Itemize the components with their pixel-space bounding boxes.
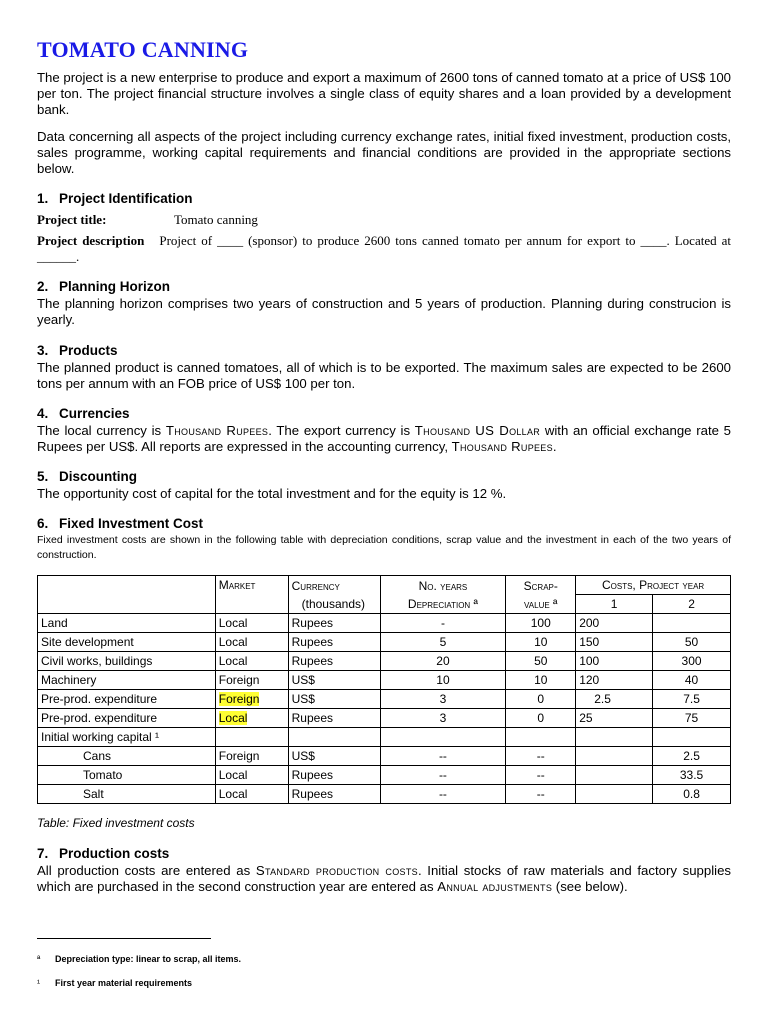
fixed-investment-intro: Fixed investment costs are shown in the following table with depreciation conditions, scrap value and the investment in each of the two years of construction. bbox=[37, 534, 731, 561]
cell-scrap: -- bbox=[506, 766, 576, 785]
project-description-row bbox=[37, 233, 731, 265]
cell-currency: US$ bbox=[288, 747, 380, 766]
cell-years: 20 bbox=[380, 652, 506, 671]
table-row bbox=[38, 728, 731, 747]
header-currency: Currency (thousands) bbox=[288, 576, 380, 614]
cell-currency: Rupees bbox=[288, 766, 380, 785]
cell-scrap: 10 bbox=[506, 633, 576, 652]
cell-years: 3 bbox=[380, 709, 506, 728]
cell-scrap bbox=[506, 728, 576, 747]
cell-market bbox=[215, 728, 288, 747]
cell-currency bbox=[288, 728, 380, 747]
fixed-investment-table bbox=[37, 575, 731, 804]
cell-years: -- bbox=[380, 785, 506, 804]
cell-years: -- bbox=[380, 747, 506, 766]
cell-years bbox=[380, 728, 506, 747]
cell-currency: US$ bbox=[288, 690, 380, 709]
cell-year-1: 120 bbox=[576, 671, 653, 690]
table-row bbox=[38, 747, 731, 766]
section-heading-currencies: 4. Currencies bbox=[37, 406, 130, 421]
header-year-1: 1 bbox=[576, 595, 653, 614]
project-title-value: Tomato canning bbox=[174, 212, 258, 227]
cell-item: Machinery bbox=[38, 671, 216, 690]
cell-currency: Rupees bbox=[288, 709, 380, 728]
cell-scrap: -- bbox=[506, 785, 576, 804]
intro-paragraph-1: The project is a new enterprise to produce and export a maximum of 2600 tons of canned tomato at a price of US$ 100 per ton. The project financial structure involves a single class of equity shares and a loan provided by a development bank. bbox=[37, 70, 731, 117]
cell-years: 5 bbox=[380, 633, 506, 652]
header-years: No. years Depreciation ª bbox=[380, 576, 506, 614]
cell-year-2: 50 bbox=[653, 633, 731, 652]
section-heading-planning: 2. Planning Horizon bbox=[37, 279, 170, 294]
cell-currency: Rupees bbox=[288, 633, 380, 652]
cell-scrap: 0 bbox=[506, 709, 576, 728]
table-row bbox=[38, 614, 731, 633]
cell-item: Pre-prod. expenditure bbox=[38, 690, 216, 709]
section-heading-fixed-investment: 6. Fixed Investment Cost bbox=[37, 516, 204, 531]
cell-market: Foreign bbox=[215, 747, 288, 766]
table-row bbox=[38, 652, 731, 671]
section-heading-discounting: 5. Discounting bbox=[37, 469, 137, 484]
header-costs: Costs, Project year bbox=[576, 576, 731, 595]
table-row bbox=[38, 709, 731, 728]
cell-year-1 bbox=[576, 785, 653, 804]
currencies-paragraph: The local currency is Thousand Rupees. The export currency is Thousand US Dollar with an official exchange rate 5 Rupees per US$. All reports are expressed in the accounting currency, Thousand Rupees. bbox=[37, 423, 732, 454]
table-header-row bbox=[38, 576, 731, 595]
cell-year-1: 150 bbox=[576, 633, 653, 652]
cell-years: -- bbox=[380, 766, 506, 785]
section-heading-products: 3. Products bbox=[37, 343, 118, 358]
project-description-value: Project of ____ (sponsor) to produce 2600 tons canned tomato per annum for export to ____. Located at ______. bbox=[37, 233, 731, 264]
header-year-2: 2 bbox=[653, 595, 731, 614]
cell-scrap: 0 bbox=[506, 690, 576, 709]
cell-item: Civil works, buildings bbox=[38, 652, 216, 671]
cell-year-2: 7.5 bbox=[653, 690, 731, 709]
planning-paragraph: The planning horizon comprises two years of construction and 5 years of production. Planning during construcion is yearly. bbox=[37, 296, 731, 327]
cell-item: Tomato bbox=[38, 766, 216, 785]
section-heading-production: 7. Production costs bbox=[37, 846, 170, 861]
cell-market: Local bbox=[215, 614, 288, 633]
section-heading-identification: 1. Project Identification bbox=[37, 191, 193, 206]
table-body bbox=[38, 614, 731, 804]
cell-scrap: 100 bbox=[506, 614, 576, 633]
project-description-label: Project description bbox=[37, 233, 145, 248]
footnote-separator bbox=[37, 938, 211, 939]
cell-market: Local bbox=[215, 766, 288, 785]
products-paragraph: The planned product is canned tomatoes, all of which is to be exported. The maximum sales are expected to be 2600 tons per annum with an FOB price of US$ 100 per ton. bbox=[37, 360, 731, 391]
project-title-row bbox=[37, 212, 731, 228]
table-row bbox=[38, 633, 731, 652]
cell-year-2: 75 bbox=[653, 709, 731, 728]
header-market: Market bbox=[215, 576, 288, 614]
cell-year-2: 33.5 bbox=[653, 766, 731, 785]
cell-scrap: 50 bbox=[506, 652, 576, 671]
cell-year-1: 100 bbox=[576, 652, 653, 671]
cell-item: Cans bbox=[38, 747, 216, 766]
cell-year-2: 300 bbox=[653, 652, 731, 671]
cell-year-2 bbox=[653, 614, 731, 633]
discounting-paragraph: The opportunity cost of capital for the total investment and for the equity is 12 %. bbox=[37, 486, 507, 501]
cell-year-2 bbox=[653, 728, 731, 747]
cell-year-2: 2.5 bbox=[653, 747, 731, 766]
cell-years: - bbox=[380, 614, 506, 633]
cell-market: Local bbox=[215, 785, 288, 804]
table-row bbox=[38, 690, 731, 709]
table-row bbox=[38, 785, 731, 804]
cell-scrap: -- bbox=[506, 747, 576, 766]
cell-market: Local bbox=[215, 652, 288, 671]
cell-scrap: 10 bbox=[506, 671, 576, 690]
table-caption: Table: Fixed investment costs bbox=[37, 816, 195, 830]
cell-item: Salt bbox=[38, 785, 216, 804]
cell-year-1: 2.5 bbox=[576, 690, 653, 709]
cell-currency: Rupees bbox=[288, 652, 380, 671]
cell-year-1 bbox=[576, 766, 653, 785]
footnote-working-capital: ¹ First year material requirements bbox=[37, 978, 193, 988]
header-scrap: Scrap- value ª bbox=[506, 576, 576, 614]
cell-item: Initial working capital ¹ bbox=[38, 728, 216, 747]
document-title: TOMATO CANNING bbox=[37, 37, 249, 62]
cell-year-1: 25 bbox=[576, 709, 653, 728]
cell-currency: US$ bbox=[288, 671, 380, 690]
cell-year-1 bbox=[576, 747, 653, 766]
header-item-cell bbox=[38, 576, 216, 614]
cell-year-1: 200 bbox=[576, 614, 653, 633]
cell-item: Pre-prod. expenditure bbox=[38, 709, 216, 728]
cell-market: Local bbox=[215, 633, 288, 652]
cell-market: Local bbox=[215, 709, 288, 728]
production-paragraph: All production costs are entered as Standard production costs. Initial stocks of raw materials and factory supplies which are purchased in the second construction year are entered as Annual adjustments (see below). bbox=[37, 863, 732, 894]
cell-market: Foreign bbox=[215, 690, 288, 709]
cell-year-2: 40 bbox=[653, 671, 731, 690]
cell-year-2: 0.8 bbox=[653, 785, 731, 804]
cell-item: Site development bbox=[38, 633, 216, 652]
table-row bbox=[38, 766, 731, 785]
footnote-depreciation: ª Depreciation type: linear to scrap, all items. bbox=[37, 954, 242, 964]
project-title-label: Project title: bbox=[37, 212, 107, 227]
table-row bbox=[38, 671, 731, 690]
cell-item: Land bbox=[38, 614, 216, 633]
cell-currency: Rupees bbox=[288, 614, 380, 633]
intro-paragraph-2: Data concerning all aspects of the project including currency exchange rates, initial fixed investment, production costs, sales programme, working capital requirements and financial conditions are provided in the appropriate sections below. bbox=[37, 129, 731, 176]
cell-market: Foreign bbox=[215, 671, 288, 690]
cell-years: 3 bbox=[380, 690, 506, 709]
cell-years: 10 bbox=[380, 671, 506, 690]
cell-currency: Rupees bbox=[288, 785, 380, 804]
cell-year-1 bbox=[576, 728, 653, 747]
